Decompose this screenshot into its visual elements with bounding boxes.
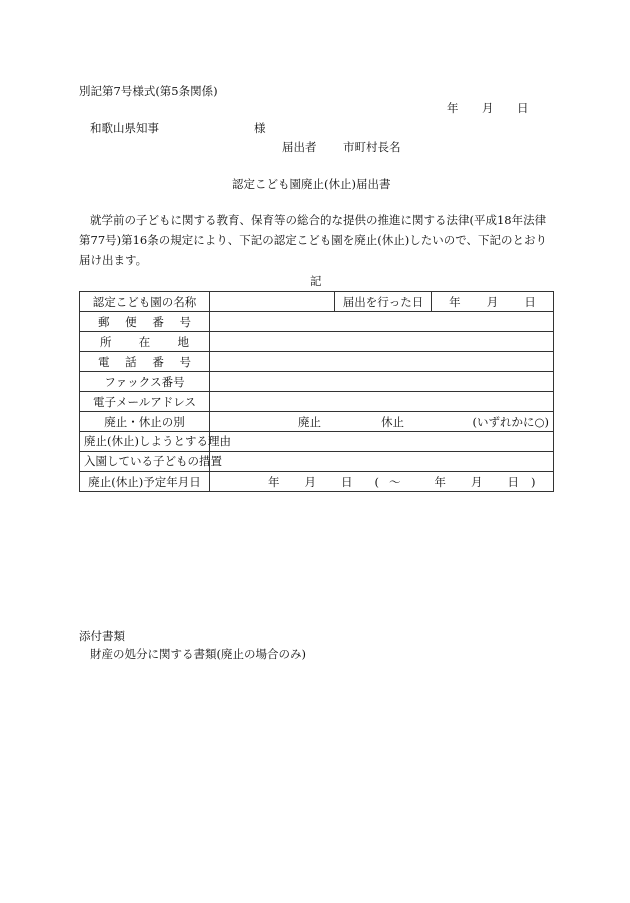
children-measure-label: 入園している子どもの措置 (80, 452, 210, 472)
email-label: 電子メールアドレス (80, 392, 210, 412)
sched-day2-label: 日 (507, 474, 519, 489)
label-char: 号 (179, 314, 191, 329)
label-char: 便 (125, 314, 137, 329)
submitter-value: 市町村長名 (343, 140, 401, 154)
fax-label: ファックス番号 (80, 372, 210, 392)
document-title: 認定こども園廃止(休止)届出書 (232, 177, 391, 191)
facility-name-value[interactable] (210, 292, 335, 312)
reason-label: 廃止(休止)しようとする理由 (80, 432, 210, 452)
date-day-label: 日 (517, 101, 529, 115)
honorific: 様 (254, 121, 266, 135)
sched-tilde: ～ (389, 474, 401, 489)
children-measure-value[interactable] (210, 452, 554, 472)
notified-date-value[interactable] (432, 292, 554, 312)
ki-label: 記 (310, 274, 322, 288)
table-row (80, 412, 554, 432)
date-year-label: 年 (447, 101, 459, 115)
sched-year-label: 年 (268, 474, 280, 489)
closure-type-label: 廃止・休止の別 (80, 412, 210, 432)
table-row (80, 432, 554, 452)
notified-month-label: 月 (486, 294, 499, 309)
notified-date-label: 届出を行った日 (335, 292, 432, 312)
addressee: 和歌山県知事 (90, 121, 159, 135)
date-month-label: 月 (482, 101, 494, 115)
form-number: 別記第7号様式(第5条関係) (79, 84, 218, 98)
scheduled-date-value[interactable] (210, 472, 554, 492)
label-char: 地 (177, 334, 189, 349)
closure-type-value[interactable] (210, 412, 554, 432)
reason-value[interactable] (210, 432, 554, 452)
sched-close-paren: ) (531, 474, 536, 489)
notification-table (79, 291, 554, 492)
table-row (80, 472, 554, 492)
abolish-option[interactable]: 廃止 (298, 414, 321, 429)
facility-name-label: 認定こども園の名称 (80, 292, 210, 312)
closure-type-note: (いずれかに○) (472, 414, 549, 429)
address-label (80, 332, 210, 352)
notified-year-label: 年 (449, 294, 461, 309)
table-row (80, 372, 554, 392)
phone-label (80, 352, 210, 372)
sched-month2-label: 月 (471, 474, 483, 489)
table-row (80, 452, 554, 472)
phone-value[interactable] (210, 352, 554, 372)
scheduled-date-label: 廃止(休止)予定年月日 (80, 472, 210, 492)
sched-year2-label: 年 (434, 474, 446, 489)
table-row (80, 352, 554, 372)
postal-code-label (80, 312, 210, 332)
body-paragraph: 就学前の子どもに関する教育、保育等の総合的な提供の推進に関する法律(平成18年法律第77号)第16条の規定により、下記の認定こども園を廃止(休止)したいので、下記のとおり届け出ます。 (79, 213, 547, 267)
label-char: 番 (152, 354, 164, 369)
email-value[interactable] (210, 392, 554, 412)
attachments-heading: 添付書類 (79, 629, 125, 643)
table-row (80, 292, 554, 312)
label-char: 番 (152, 314, 164, 329)
label-char: 電 (98, 354, 110, 369)
label-char: 号 (179, 354, 191, 369)
label-char: 在 (138, 334, 151, 349)
submitter-label: 届出者 (282, 140, 317, 154)
postal-code-value[interactable] (210, 312, 554, 332)
notified-day-label: 日 (524, 294, 536, 309)
attachment-item: 財産の処分に関する書類(廃止の場合のみ) (90, 647, 306, 661)
table-row (80, 392, 554, 412)
label-char: 所 (100, 334, 112, 349)
sched-day-label: 日 (341, 474, 353, 489)
sched-month-label: 月 (304, 474, 316, 489)
sched-open-paren: ( (374, 474, 379, 489)
fax-value[interactable] (210, 372, 554, 392)
label-char: 話 (125, 354, 137, 369)
table-row (80, 332, 554, 352)
table-row (80, 312, 554, 332)
address-value[interactable] (210, 332, 554, 352)
label-char: 郵 (98, 314, 110, 329)
suspend-option[interactable]: 休止 (381, 414, 404, 429)
